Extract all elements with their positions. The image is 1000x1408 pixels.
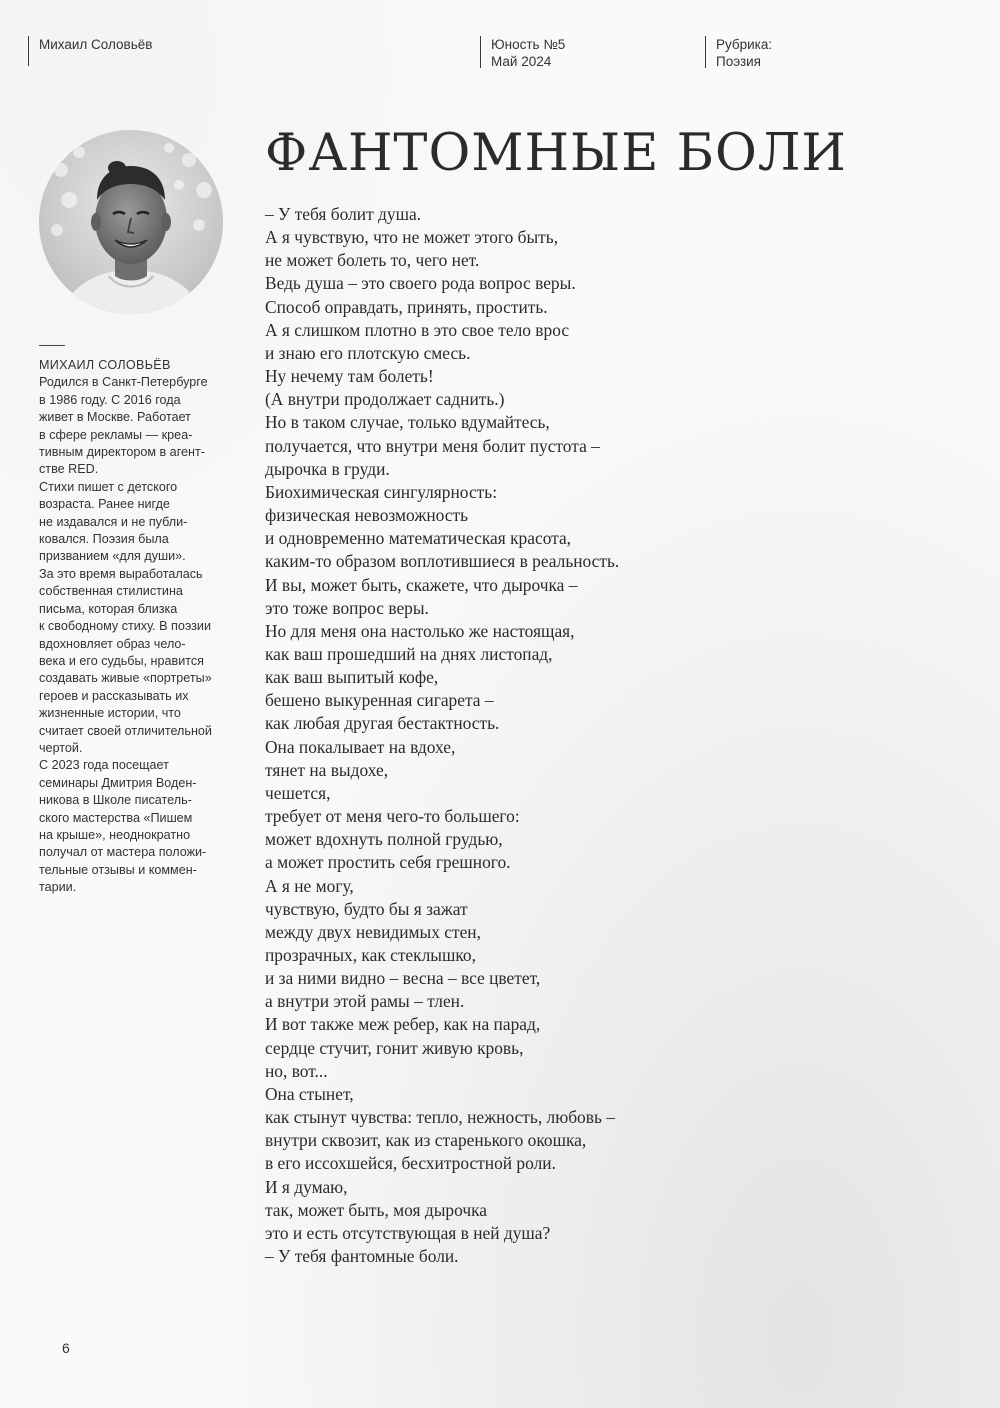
- poem-line: сердце стучит, гонит живую кровь,: [265, 1037, 524, 1058]
- poem-line: физическая невозможность: [265, 505, 469, 526]
- header-issue: [480, 36, 565, 68]
- header-author: [28, 36, 152, 66]
- poem-line: и одновременно математическая красота,: [265, 528, 572, 549]
- poem-line: тянет на выдохе,: [265, 759, 389, 780]
- poem-line: И вот также меж ребер, как на парад,: [265, 1014, 541, 1035]
- poem-line: дырочка в груди.: [265, 458, 390, 479]
- poem-line: может вдохнуть полной грудью,: [265, 829, 503, 850]
- poem-line: И я думаю,: [265, 1176, 348, 1197]
- poem-line: между двух невидимых стен,: [265, 921, 481, 942]
- poem-line: в его иссохшейся, бесхитростной роли.: [265, 1153, 556, 1174]
- poem-line: Она стынет,: [265, 1083, 354, 1104]
- poem-line: не может болеть то, чего нет.: [265, 250, 480, 271]
- bio-author-name: МИХАИЛ СОЛОВЬЁВ: [39, 358, 171, 372]
- header-issue-date: Май 2024: [491, 54, 552, 69]
- poem-line: А я слишком плотно в это свое тело врос: [265, 319, 570, 340]
- poem-line: получается, что внутри меня болит пустота –: [265, 435, 600, 456]
- poem-line: Способ оправдать, принять, простить.: [265, 296, 548, 317]
- poem-line: Она покалывает на вдохе,: [265, 736, 456, 757]
- poem-line: чешется,: [265, 782, 331, 803]
- poem-line: прозрачных, как стеклышко,: [265, 945, 476, 965]
- header-issue-number: Юность №5: [491, 37, 566, 52]
- poem-line: бешено выкуренная сигарета –: [265, 690, 494, 711]
- poem-line: как стынут чувства: тепло, нежность, любовь –: [265, 1107, 615, 1128]
- poem-body: [265, 203, 965, 1268]
- poem-line: это тоже вопрос веры.: [265, 597, 429, 618]
- poem-title: ФАНТОМНЫЕ БОЛИ: [265, 124, 847, 183]
- poem-line: а может простить себя грешного.: [265, 852, 511, 873]
- poem-line: И вы, может быть, скажете, что дырочка –: [265, 574, 578, 595]
- poem-line: каким-то образом воплотившиеся в реальность.: [265, 551, 620, 572]
- poem-line: Ну нечему там болеть!: [265, 366, 434, 387]
- poem-line: чувствую, будто бы я зажат: [265, 898, 468, 919]
- bio-divider: [39, 345, 65, 346]
- poem-line: – У тебя болит душа.: [265, 204, 422, 224]
- header-rubric-label: Рубрика:: [716, 37, 773, 52]
- poem-line: Ведь душа – это своего рода вопрос веры.: [265, 273, 576, 294]
- header-rubric: [705, 36, 772, 68]
- header-author-name: Михаил Соловьёв: [39, 37, 153, 52]
- poem-line: а внутри этой рамы – тлен.: [265, 991, 465, 1012]
- poem-line: но, вот...: [265, 1060, 328, 1081]
- poem-line: Но для меня она настолько же настоящая,: [265, 620, 575, 641]
- poem-line: и знаю его плотскую смесь.: [265, 342, 471, 363]
- poem-line: А я не могу,: [265, 875, 354, 896]
- poem-line: и за ними видно – весна – все цветет,: [265, 968, 541, 989]
- poem-line: – У тебя фантомные боли.: [265, 1246, 459, 1267]
- page-number: 6: [62, 1340, 70, 1356]
- poem-line: как любая другая бестактность.: [265, 713, 500, 734]
- poem-line: требует от меня чего-то большего:: [265, 806, 520, 827]
- bio-text: Родился в Санкт-Петербурге в 1986 году. С 2016 года живет в Москве. Работает в сфере рекламы — креа- тивным директором в агент- стве RED. Стихи пишет с детского возраста. Ранее нигде не издавался и не публи- ковался. Поэзия была призванием «для души». За это время выработалась собственная стилистина письма, которая близка к свободному стиху. В поэзии вдохновляет образ чело- века и его судьбы, нравится создавать живые «портреты» героев и рассказывать их жизненные истории, что считает своей отличительной чертой. С 2023 года посещает семинары Дмитрия Воден- никова в Школе писатель- ского мастерства «Пишем на крыше», неоднократно получал от мастера положи- тельные отзывы и коммен- тарии.: [39, 375, 212, 895]
- poem-line: (А внутри продолжает саднить.): [265, 389, 505, 410]
- poem-line: как ваш прошедший на днях листопад,: [265, 643, 553, 664]
- poem-line: внутри сквозит, как из старенького окошка,: [265, 1130, 587, 1151]
- author-portrait-icon: [39, 130, 223, 314]
- poem-line: А я чувствую, что не может этого быть,: [265, 227, 559, 248]
- poem-line: Но в таком случае, только вдумайтесь,: [265, 412, 550, 433]
- author-photo: [39, 130, 223, 314]
- header-rubric-value: Поэзия: [716, 54, 761, 69]
- author-bio: [39, 357, 249, 897]
- poem-line: Биохимическая сингулярность:: [265, 481, 498, 502]
- poem-line: как ваш выпитый кофе,: [265, 667, 439, 688]
- poem-line: это и есть отсутствующая в ней душа?: [265, 1222, 551, 1243]
- poem-line: так, может быть, моя дырочка: [265, 1199, 487, 1220]
